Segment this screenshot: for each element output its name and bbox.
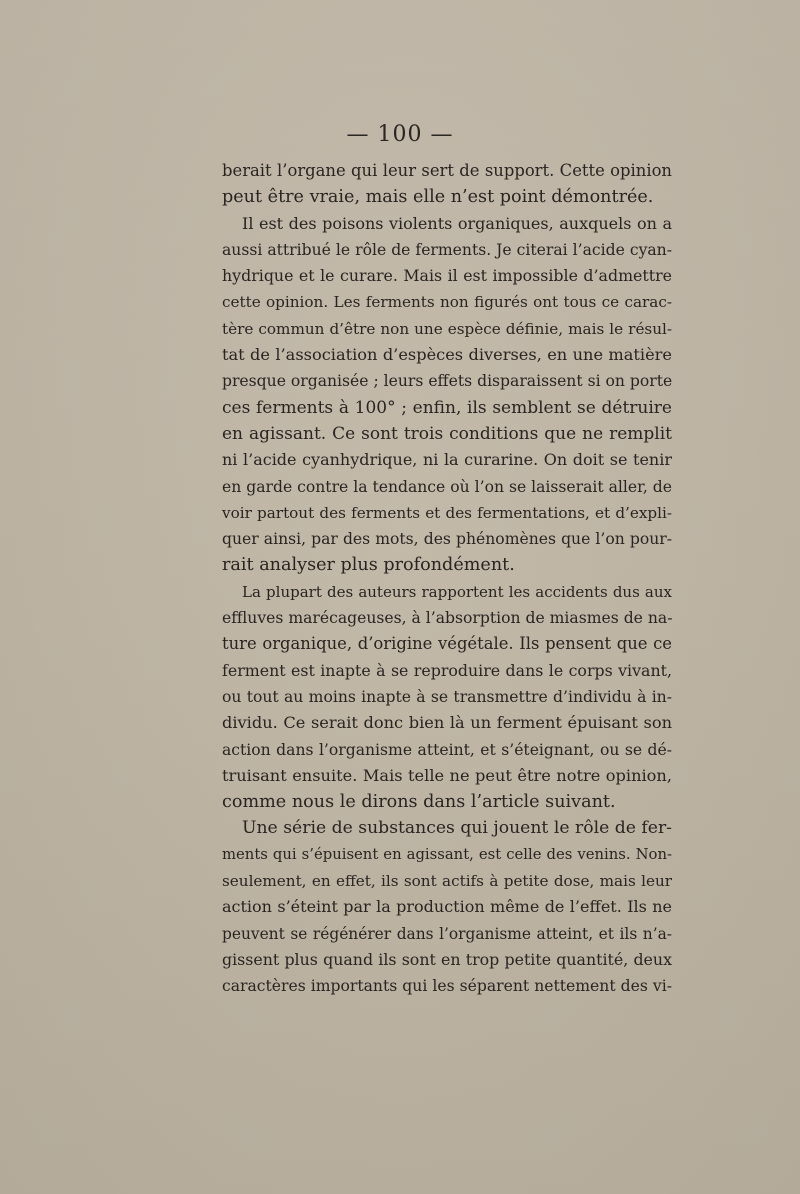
paragraph [222, 579, 672, 816]
text-line: ture organique, d’origine végétale. Ils pensent que ce [222, 634, 672, 654]
text-line: aussi attribué le rôle de ferments. Je citerai l’acide cyan- [222, 240, 672, 259]
text-line: seulement, en effet, ils sont actifs à petite dose, mais leur [222, 872, 672, 891]
text-line: ni l’acide cyanhydrique, ni la curarine. On doit se tenir [222, 450, 672, 470]
text-line: dividu. Ce serait donc bien là un ferment épuisant son [222, 713, 672, 733]
text-line: ferment est inapte à se reproduire dans le corps vivant, [222, 660, 672, 680]
text-line: ments qui s’épuisent en agissant, est celle des venins. Non- [222, 845, 672, 863]
text-line: tat de l’association d’espèces diverses, en une matière [222, 345, 672, 365]
text-line: en garde contre la tendance où l’on se laisserait aller, de [222, 477, 672, 496]
text-line: Il est des poisons violents organiques, auxquels on a [242, 213, 672, 233]
paragraph [222, 211, 672, 579]
text-line: comme nous le dirons dans l’article suivant. [222, 792, 616, 813]
text-line: La plupart des auteurs rapportent les accidents dus aux [242, 582, 672, 601]
text-line: gissent plus quand ils sont en trop petite quantité, deux [222, 949, 672, 969]
text-line: cette opinion. Les ferments non figurés ont tous ce carac- [222, 293, 672, 312]
text-line: quer ainsi, par des mots, des phénomènes que l’on pour- [222, 530, 672, 549]
paragraph [222, 815, 672, 999]
text-line: presque organisée ; leurs effets disparaissent si on porte [222, 372, 673, 391]
text-line: ces ferments à 100° ; enfin, ils semblent se détruire [222, 397, 672, 418]
text-line: effluves marécageuses, à l’absorption de miasmes de na- [222, 609, 673, 628]
text-line: peut être vraie, mais elle n’est point démontrée. [222, 187, 654, 208]
text-line: action dans l’organisme atteint, et s’éteignant, ou se dé- [222, 740, 672, 759]
page-number: — 100 — [346, 122, 454, 147]
text-line: peuvent se régénérer dans l’organisme atteint, et ils n’a- [222, 924, 672, 943]
text-line: tère commun d’être non une espèce définie, mais le résul- [222, 319, 672, 338]
body-text [222, 158, 672, 1000]
text-line: ou tout au moins inapte à se transmettre d’individu à in- [222, 687, 672, 706]
text-line: action s’éteint par la production même de l’effet. Ils ne [222, 897, 672, 917]
text-line: caractères importants qui les séparent nettement des vi- [222, 977, 672, 996]
paragraph [222, 158, 672, 211]
text-line: Une série de substances qui jouent le rôle de fer- [242, 818, 672, 839]
text-line: hydrique et le curare. Mais il est impossible d’admettre [222, 266, 672, 286]
text-line: rait analyser plus profondément. [222, 555, 515, 576]
text-line: berait l’organe qui leur sert de support. Cette opinion [222, 161, 672, 180]
text-line: voir partout des ferments et des fermentations, et d’expli- [222, 503, 672, 522]
text-line: en agissant. Ce sont trois conditions que ne remplit [222, 423, 672, 444]
text-line: truisant ensuite. Mais telle ne peut être notre opinion, [222, 765, 672, 785]
